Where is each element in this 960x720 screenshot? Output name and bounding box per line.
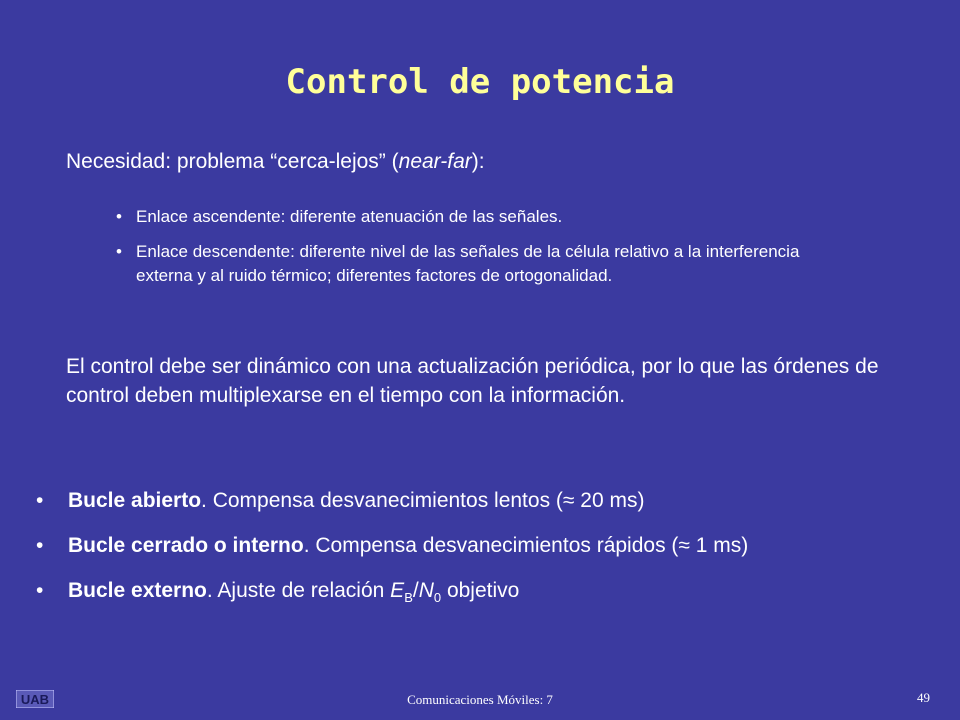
need-paren-close: ): xyxy=(471,150,485,173)
uab-logo-text: UAB xyxy=(20,692,50,707)
footer-text: Comunicaciones Móviles: 7 xyxy=(407,692,553,707)
bullet-open-loop xyxy=(30,487,950,515)
need-paren-open: ( xyxy=(385,150,399,173)
page-number: 49 xyxy=(917,690,930,705)
approx-symbol: ≈ xyxy=(562,489,575,512)
bullet-closed-loop-value: 1 ms) xyxy=(689,534,749,557)
sub-bullet-downlink: • Enlace descendente: diferente nivel de las señales de la célula relativo a la interferencia externa y al ruido térmico; diferentes factores de ortogonalidad. xyxy=(116,240,836,288)
n0-symbol: N xyxy=(418,579,434,602)
bullet-open-loop-rest: . Compensa desvanecimientos lentos ( xyxy=(201,489,563,512)
main-bullet-list xyxy=(30,487,950,622)
need-prefix: Necesidad: problema xyxy=(66,150,271,173)
need-quoted: “cerca-lejos” xyxy=(270,150,386,173)
sub-bullet-uplink: • Enlace ascendente: diferente atenuación de las señales. xyxy=(116,205,836,229)
sub-bullet-list xyxy=(116,205,836,299)
bullet-outer-loop-tail: objetivo xyxy=(441,579,520,602)
slide-title: Control de potencia xyxy=(285,62,675,102)
eb-symbol: E xyxy=(390,579,405,602)
bullet-outer-loop-rest: . Ajuste de relación xyxy=(206,579,391,602)
dynamic-control-paragraph: El control debe ser dinámico con una actualización periódica, por lo que las órdenes de control deben multiplexarse en el tiempo con la información. xyxy=(66,355,879,407)
need-italic: near-far xyxy=(398,150,472,173)
bullet-closed-loop-bold: Bucle cerrado o interno xyxy=(68,534,304,557)
bullet-outer-loop-bold: Bucle externo xyxy=(68,579,207,602)
bullet-open-loop-value: 20 ms) xyxy=(574,489,645,512)
bullet-closed-loop xyxy=(30,532,950,560)
approx-symbol: ≈ xyxy=(678,534,690,557)
eb-subscript: B xyxy=(404,590,413,606)
n0-subscript: 0 xyxy=(433,590,442,606)
bullet-outer-loop xyxy=(30,577,950,605)
ratio-slash: / xyxy=(412,579,419,602)
need-line xyxy=(66,150,485,174)
bullet-closed-loop-rest: . Compensa desvanecimientos rápidos ( xyxy=(303,534,679,557)
bullet-open-loop-bold: Bucle abierto xyxy=(68,489,202,512)
